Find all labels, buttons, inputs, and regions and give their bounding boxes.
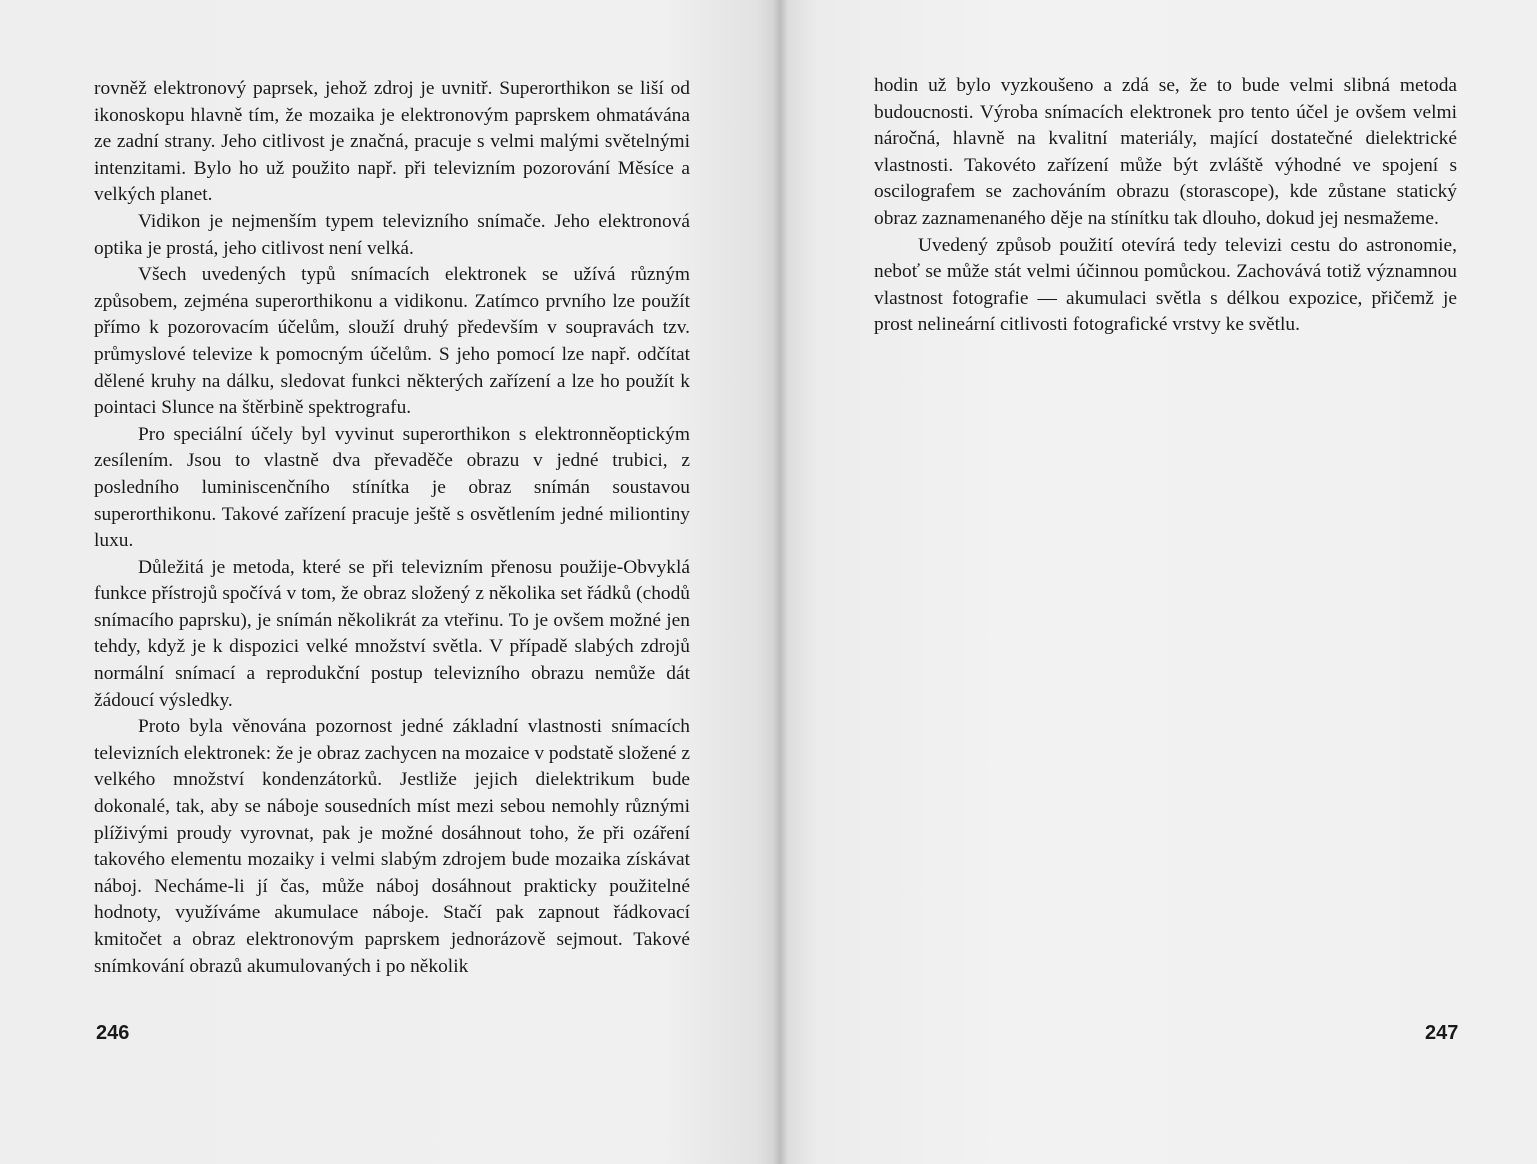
paragraph: rovněž elektronový paprsek, jehož zdroj je uvnitř. Superorthikon se liší od ikonoskopu hlavně tím, že mozaika je elektronovým paprskem ohmatávána ze zadní strany. Jeho citlivost je značná, pracuje s velmi malými světelnými intenzitami. Bylo ho už použito např. při televizním pozorování Měsíce a velkých planet. (94, 78, 690, 206)
right-page (780, 0, 1537, 1164)
paragraph: hodin už bylo vyzkoušeno a zdá se, že to bude velmi slibná metoda budoucnosti. Výroba snímacích elektronek pro tento účel je ovšem velmi náročná, hlavně na kvalitní materiály, mající dostatečné dielektrické vlastnosti. Takovéto zařízení může být zvláště výhodné ve spojení s oscilografem se zachováním obrazu (storascope), kde zůstane statický obraz zaznamenaného děje na stínítku tak dlouho, dokud jej nesmažeme. (874, 75, 1457, 229)
paragraph: Vidikon je nejmenším typem televizního snímače. Jeho elektronová optika je prostá, jeho citlivost není velká. (94, 210, 690, 259)
paragraph: Všech uvedených typů snímacích elektronek se užívá různým způsobem, zejména superorthikonu a vidikonu. Zatímco prvního lze použít přímo k pozorovacím účelům, slouží druhý především v soupravách tzv. průmyslové televize k pomocným účelům. S jeho pomocí lze např. odčítat dělené kruhy na dálku, sledovat funkci některých zařízení a lze ho použít k pointaci Slunce na štěrbině spektrografu. (94, 264, 690, 419)
paragraph: Důležitá je metoda, které se při televizním přenosu použije-Obvyklá funkce přístrojů spočívá v tom, že obraz složený z několika set řádků (chodů snímacího paprsku), je snímán několikrát za vteřinu. To je ovšem možné jen tehdy, když je k dispozici velké množství světla. V případě slabých zdrojů normální snímací a reprodukční postup televizního obrazu nemůže dát žádoucí výsledky. (94, 556, 690, 711)
paragraph: Pro speciální účely byl vyvinut superorthikon s elektronněoptickým zesílením. Jsou to vlastně dva převaděče obrazu v jedné trubici, z posledního luminiscenčního stínítka je obraz snímán soustavou superorthikonu. Takové zařízení pracuje ještě s osvětlením jedné miliontiny luxu. (94, 423, 690, 552)
page-number-right: 247 (1425, 1022, 1459, 1044)
paragraph: Uvedený způsob použití otevírá tedy televizi cestu do astronomie, neboť se může stát velmi účinnou pomůckou. Zachovává totiž významnou vlastnost fotografie — akumulaci světla s délkou expozice, přičemž je prost nelineární citlivosti fotografické vrstvy ke světlu. (874, 234, 1457, 336)
right-page-text (874, 73, 1457, 339)
paragraph: Proto byla věnována pozornost jedné základní vlastnosti snímacích televizních elektronek: že je obraz zachycen na mozaice v podstatě složené z velkého množství kondenzátorků. Jestliže jejich dielektrikum bude dokonalé, tak, aby se náboje sousedních míst mezi sebou nemohly různými plíživými proudy vyrovnat, pak je možné dosáhnout toho, že při ozáření takového elementu mozaiky i velmi slabým zdrojem bude mozaika získávat náboj. Necháme-li jí čas, může náboj dosáhnout prakticky použitelné hodnoty, využíváme akumulace náboje. Stačí pak zapnout řádkovací kmitočet a obraz elektronovým paprskem jednorázově sejmout. Takové snímkování obrazů akumulovaných i po několik (94, 716, 690, 977)
left-page-text (94, 76, 690, 980)
book-spine (772, 0, 788, 1164)
page-number-left: 246 (96, 1022, 130, 1044)
